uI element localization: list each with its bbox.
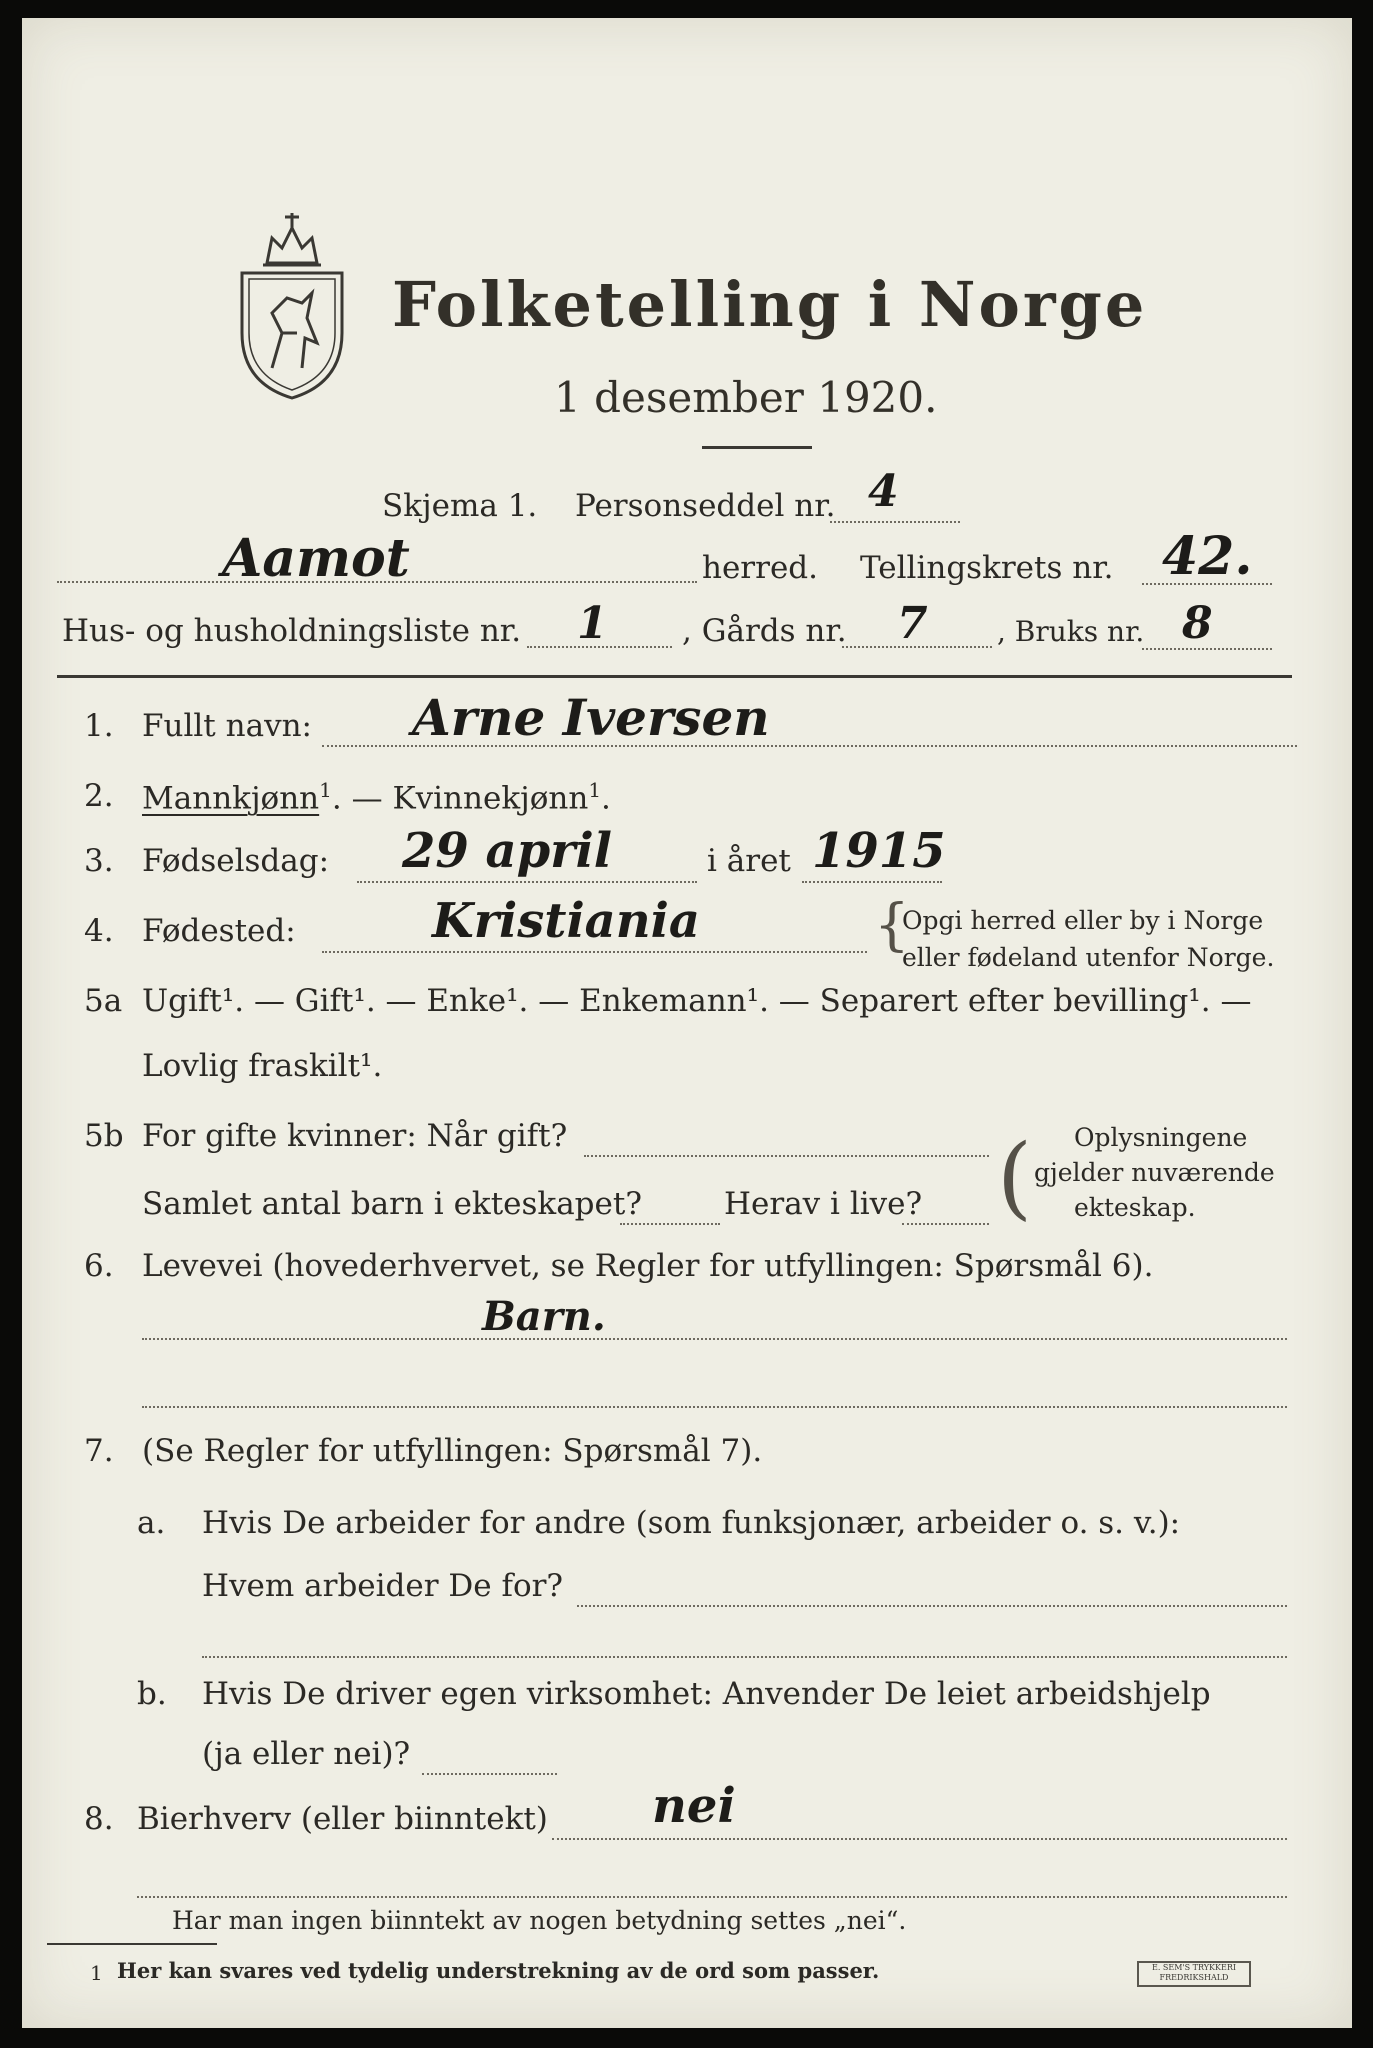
- q5b-note-1: Oplysningene: [1074, 1123, 1248, 1152]
- census-form: [22, 18, 1352, 2028]
- birth-year-value[interactable]: 1915: [812, 823, 946, 879]
- footnote-mark: 1: [90, 1961, 103, 1985]
- q5b-number: 5b: [84, 1118, 124, 1154]
- q1-number: 1.: [84, 708, 114, 744]
- q4-brace: {: [874, 893, 910, 958]
- q8-note: Har man ingen biinntekt av nogen betydning settes „nei“.: [172, 1906, 907, 1935]
- form-title: Folketelling i Norge: [392, 268, 1148, 341]
- q7-number: 7.: [84, 1433, 114, 1469]
- q7-label: (Se Regler for utfyllingen: Spørsmål 7).: [142, 1433, 763, 1469]
- q4-line: [322, 951, 867, 953]
- q2-sup-2: 1: [588, 778, 602, 802]
- herred-label: herred.: [702, 550, 818, 586]
- header-rule: [57, 675, 1292, 678]
- occupation-value[interactable]: Barn.: [482, 1293, 606, 1340]
- q1-label: Fullt navn:: [142, 708, 312, 744]
- birthplace-value[interactable]: Kristiania: [432, 893, 701, 949]
- q7b-answer-line: [422, 1773, 557, 1775]
- hus-value[interactable]: 1: [577, 598, 608, 649]
- q5b-note-3: ekteskap.: [1074, 1193, 1196, 1222]
- q3-label: Fødselsdag:: [142, 843, 330, 879]
- q7a-answer-line: [577, 1605, 1287, 1607]
- q5b-line-1: [584, 1155, 989, 1157]
- female-option[interactable]: . — Kvinnekjønn: [331, 780, 589, 817]
- q5b-note-2: gjelder nuværende: [1034, 1158, 1275, 1187]
- tellingskrets-value[interactable]: 42.: [1162, 526, 1253, 587]
- footnote-rule: [47, 1943, 217, 1945]
- q7a-line-1: Hvis De arbeider for andre (som funksjonær, arbeider o. s. v.):: [202, 1505, 1181, 1541]
- personseddel-line: [830, 521, 960, 523]
- skjema-label: Skjema 1.: [382, 488, 538, 524]
- q3-number: 3.: [84, 843, 114, 879]
- title-divider: [702, 446, 812, 449]
- q2-end: .: [601, 780, 611, 817]
- full-name-value[interactable]: Arne Iversen: [412, 688, 770, 747]
- personseddel-label: Personseddel nr.: [575, 488, 836, 524]
- q4-label: Fødested:: [142, 913, 296, 949]
- q6-line-2: [142, 1406, 1287, 1408]
- hus-label: Hus- og husholdningsliste nr.: [62, 613, 522, 649]
- q7a-line-2: Hvem arbeider De for?: [202, 1568, 564, 1604]
- q4-note-1: Opgi herred eller by i Norge: [902, 906, 1264, 935]
- q2-number: 2.: [84, 778, 114, 814]
- herred-value[interactable]: Aamot: [222, 528, 410, 589]
- form-date: 1 desember 1920.: [554, 373, 938, 422]
- q5a-number: 5a: [84, 983, 123, 1019]
- q7a-answer-line-2: [202, 1656, 1287, 1658]
- q8-label: Bierhverv (eller biinntekt): [137, 1801, 548, 1837]
- q7b-line-2: (ja eller nei)?: [202, 1736, 411, 1772]
- q7b-number: b.: [137, 1676, 167, 1712]
- q5b-alive: Herav i live?: [724, 1186, 923, 1222]
- q8-number: 8.: [84, 1801, 114, 1837]
- q3-line: [357, 881, 697, 883]
- q5b-line-3: [902, 1223, 989, 1225]
- printer-stamp: E. SEM'S TRYKKERI FREDRIKSHALD: [1137, 1961, 1251, 1987]
- q5b-married-when: For gifte kvinner: Når gift?: [142, 1118, 568, 1154]
- q4-note-2: eller fødeland utenfor Norge.: [902, 943, 1275, 972]
- q6-line-1: [142, 1338, 1287, 1340]
- gards-label: , Gårds nr.: [682, 613, 847, 649]
- male-option[interactable]: Mannkjønn: [142, 780, 320, 817]
- q7b-line-1: Hvis De driver egen virksomhet: Anvender De leiet arbeidshjelp: [202, 1676, 1211, 1712]
- q5b-line-2: [620, 1223, 720, 1225]
- bruks-label: , Bruks nr.: [997, 615, 1145, 648]
- q2-options[interactable]: [142, 778, 611, 816]
- marital-status-options[interactable]: Ugift¹. — Gift¹. — Enke¹. — Enkemann¹. — Separert efter bevilling¹. —: [142, 983, 1252, 1019]
- q6-label: Levevei (hovederhvervet, se Regler for utfyllingen: Spørsmål 6).: [142, 1248, 1154, 1284]
- q6-number: 6.: [84, 1248, 114, 1284]
- year-label: i året: [707, 843, 791, 879]
- q8-line-2: [137, 1896, 1287, 1898]
- marital-status-options-2[interactable]: Lovlig fraskilt¹.: [142, 1048, 383, 1084]
- q5b-brace: (: [997, 1125, 1033, 1230]
- q8-line: [552, 1838, 1287, 1840]
- side-income-value[interactable]: nei: [652, 1778, 736, 1834]
- q7a-number: a.: [137, 1505, 166, 1541]
- q4-number: 4.: [84, 913, 114, 949]
- norway-coat-of-arms-icon: [227, 193, 357, 403]
- birthday-value[interactable]: 29 april: [402, 823, 612, 879]
- q2-sup: 1: [319, 778, 332, 802]
- bruks-value[interactable]: 8: [1182, 598, 1213, 649]
- personseddel-value[interactable]: 4: [868, 466, 899, 517]
- year-line: [802, 881, 942, 883]
- q5b-children: Samlet antal barn i ekteskapet?: [142, 1186, 642, 1222]
- gards-value[interactable]: 7: [897, 598, 928, 649]
- tellingskrets-label: Tellingskrets nr.: [860, 550, 1114, 586]
- footnote-text: Her kan svares ved tydelig understrekning av de ord som passer.: [117, 1958, 880, 1983]
